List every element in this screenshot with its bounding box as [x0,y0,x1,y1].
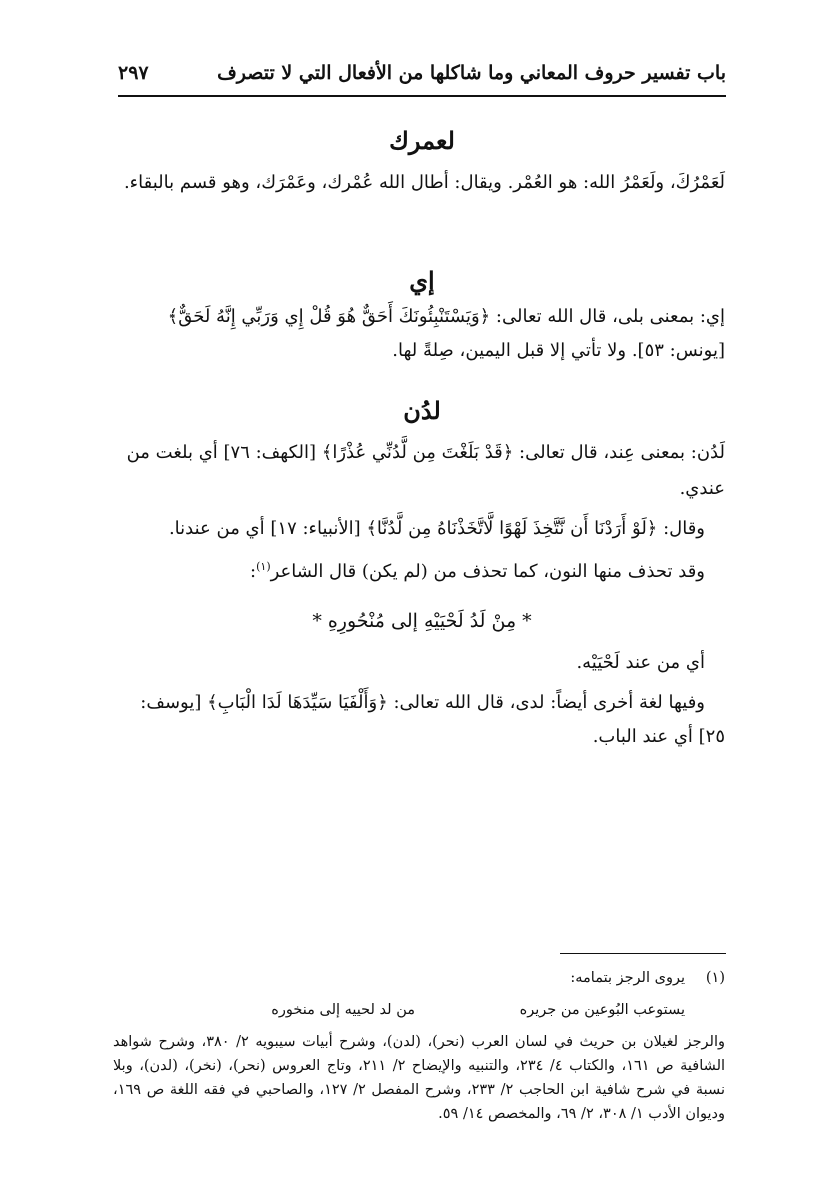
header-divider [118,95,726,97]
section-ladun-line-1: لَدُن: بمعنى عِند، قال تعالى: ﴿قَدْ بَلَغْتَ مِن لَّدُنِّي عُذْرًا﴾ [الكهف: ٧٦] أي بلغت من [126,442,725,463]
header-title: باب تفسير حروف المعاني وما شاكلها من الأفعال التي لا تتصرف [217,62,726,84]
poem-verse: * مِنْ لَدُ لَحْيَيْهِ إلى مُنْحُورِهِ * [312,610,532,632]
line-4-text: وقد تحذف منها النون، كما تحذف من (لم يكن) قال الشاعر [270,561,705,582]
line-4-colon: : [250,561,257,582]
section-ii-line-2: [يونس: ٥٣]. ولا تأتي إلا قبل اليمين، صِلةً لها. [392,340,725,361]
footnote-number: (١) [705,970,725,986]
footnote-reference: (١) [256,560,271,573]
section-ii-line-1: إي: بمعنى بلى، قال الله تعالى: ﴿وَيَسْتَنْبِئُونَكَ أَحَقٌّ هُوَ قُلْ إِي وَرَبِّي إِنَّهُ لَحَقٌّ﴾ [167,306,725,327]
footnote-divider [560,953,726,954]
section-ladun-line-3: وقال: ﴿لَوْ أَرَدْنَا أَن نَّتَّخِذَ لَهْوًا لَّاتَّخَذْنَاهُ مِن لَّدُنَّا﴾ [الأنبياء: ١٧] أي من عندنا. [168,518,705,539]
section-heading-laamruk: لعمرك [389,126,455,155]
section-ladun-line-2: عندي. [679,478,725,499]
section-ladun-line-4 [250,560,705,582]
running-header [118,62,726,92]
section-ladun-line-6: وفيها لغة أخرى أيضاً: لدى، قال الله تعالى: ﴿وَأَلْفَيَا سَيِّدَهَا لَدَا الْبَابِ﴾ [يوسف: [140,692,705,713]
page-number: ٢٩٧ [118,62,149,84]
footnote-verse-left: من لد لحييه إلى منخوره [271,1002,415,1018]
footnote-verse-right: يستوعب البُوعين من جريره [519,1002,685,1018]
section-text-laamruk: لَعَمْرُكَ، ولَعَمْرُ الله: هو العُمْر. ويقال: أطال الله عُمْرك، وعَمْرَك، وهو قسم بالبقاء. [123,172,725,193]
footnote-body: والرجز لغيلان بن حريث في لسان العرب (نحر)، (لدن)، وشرح أبيات سيبويه ٢/ ٣٨٠، وشرح شواهد الشافية ص ١٦١، والكتاب ٤/ ٢٣٤، والتنبيه والإيضاح ٢/ ٢١١، وتاج العروس (نحر)، (نخر)، (لدن)، وبلا نسبة في شرح شافية ابن الحاجب ٢/ ٢٣٣، وشرح المفصل ٢/ ١٢٧، والصاحبي في فقه اللغة ص ١٦٩، وديوان الأدب ١/ ٣٠٨، ٢/ ٦٩، والمخصص ١٤/ ٥٩. [113,1034,726,1122]
section-ladun-line-5: أي من عند لَحْيَيْه. [576,652,705,673]
footnote-intro: يروى الرجز بتمامه: [570,970,685,986]
section-heading-ladun: لدُن [403,396,441,425]
section-ladun-line-7: ٢٥] أي عند الباب. [592,726,725,747]
section-heading-ii: إي [409,266,435,295]
